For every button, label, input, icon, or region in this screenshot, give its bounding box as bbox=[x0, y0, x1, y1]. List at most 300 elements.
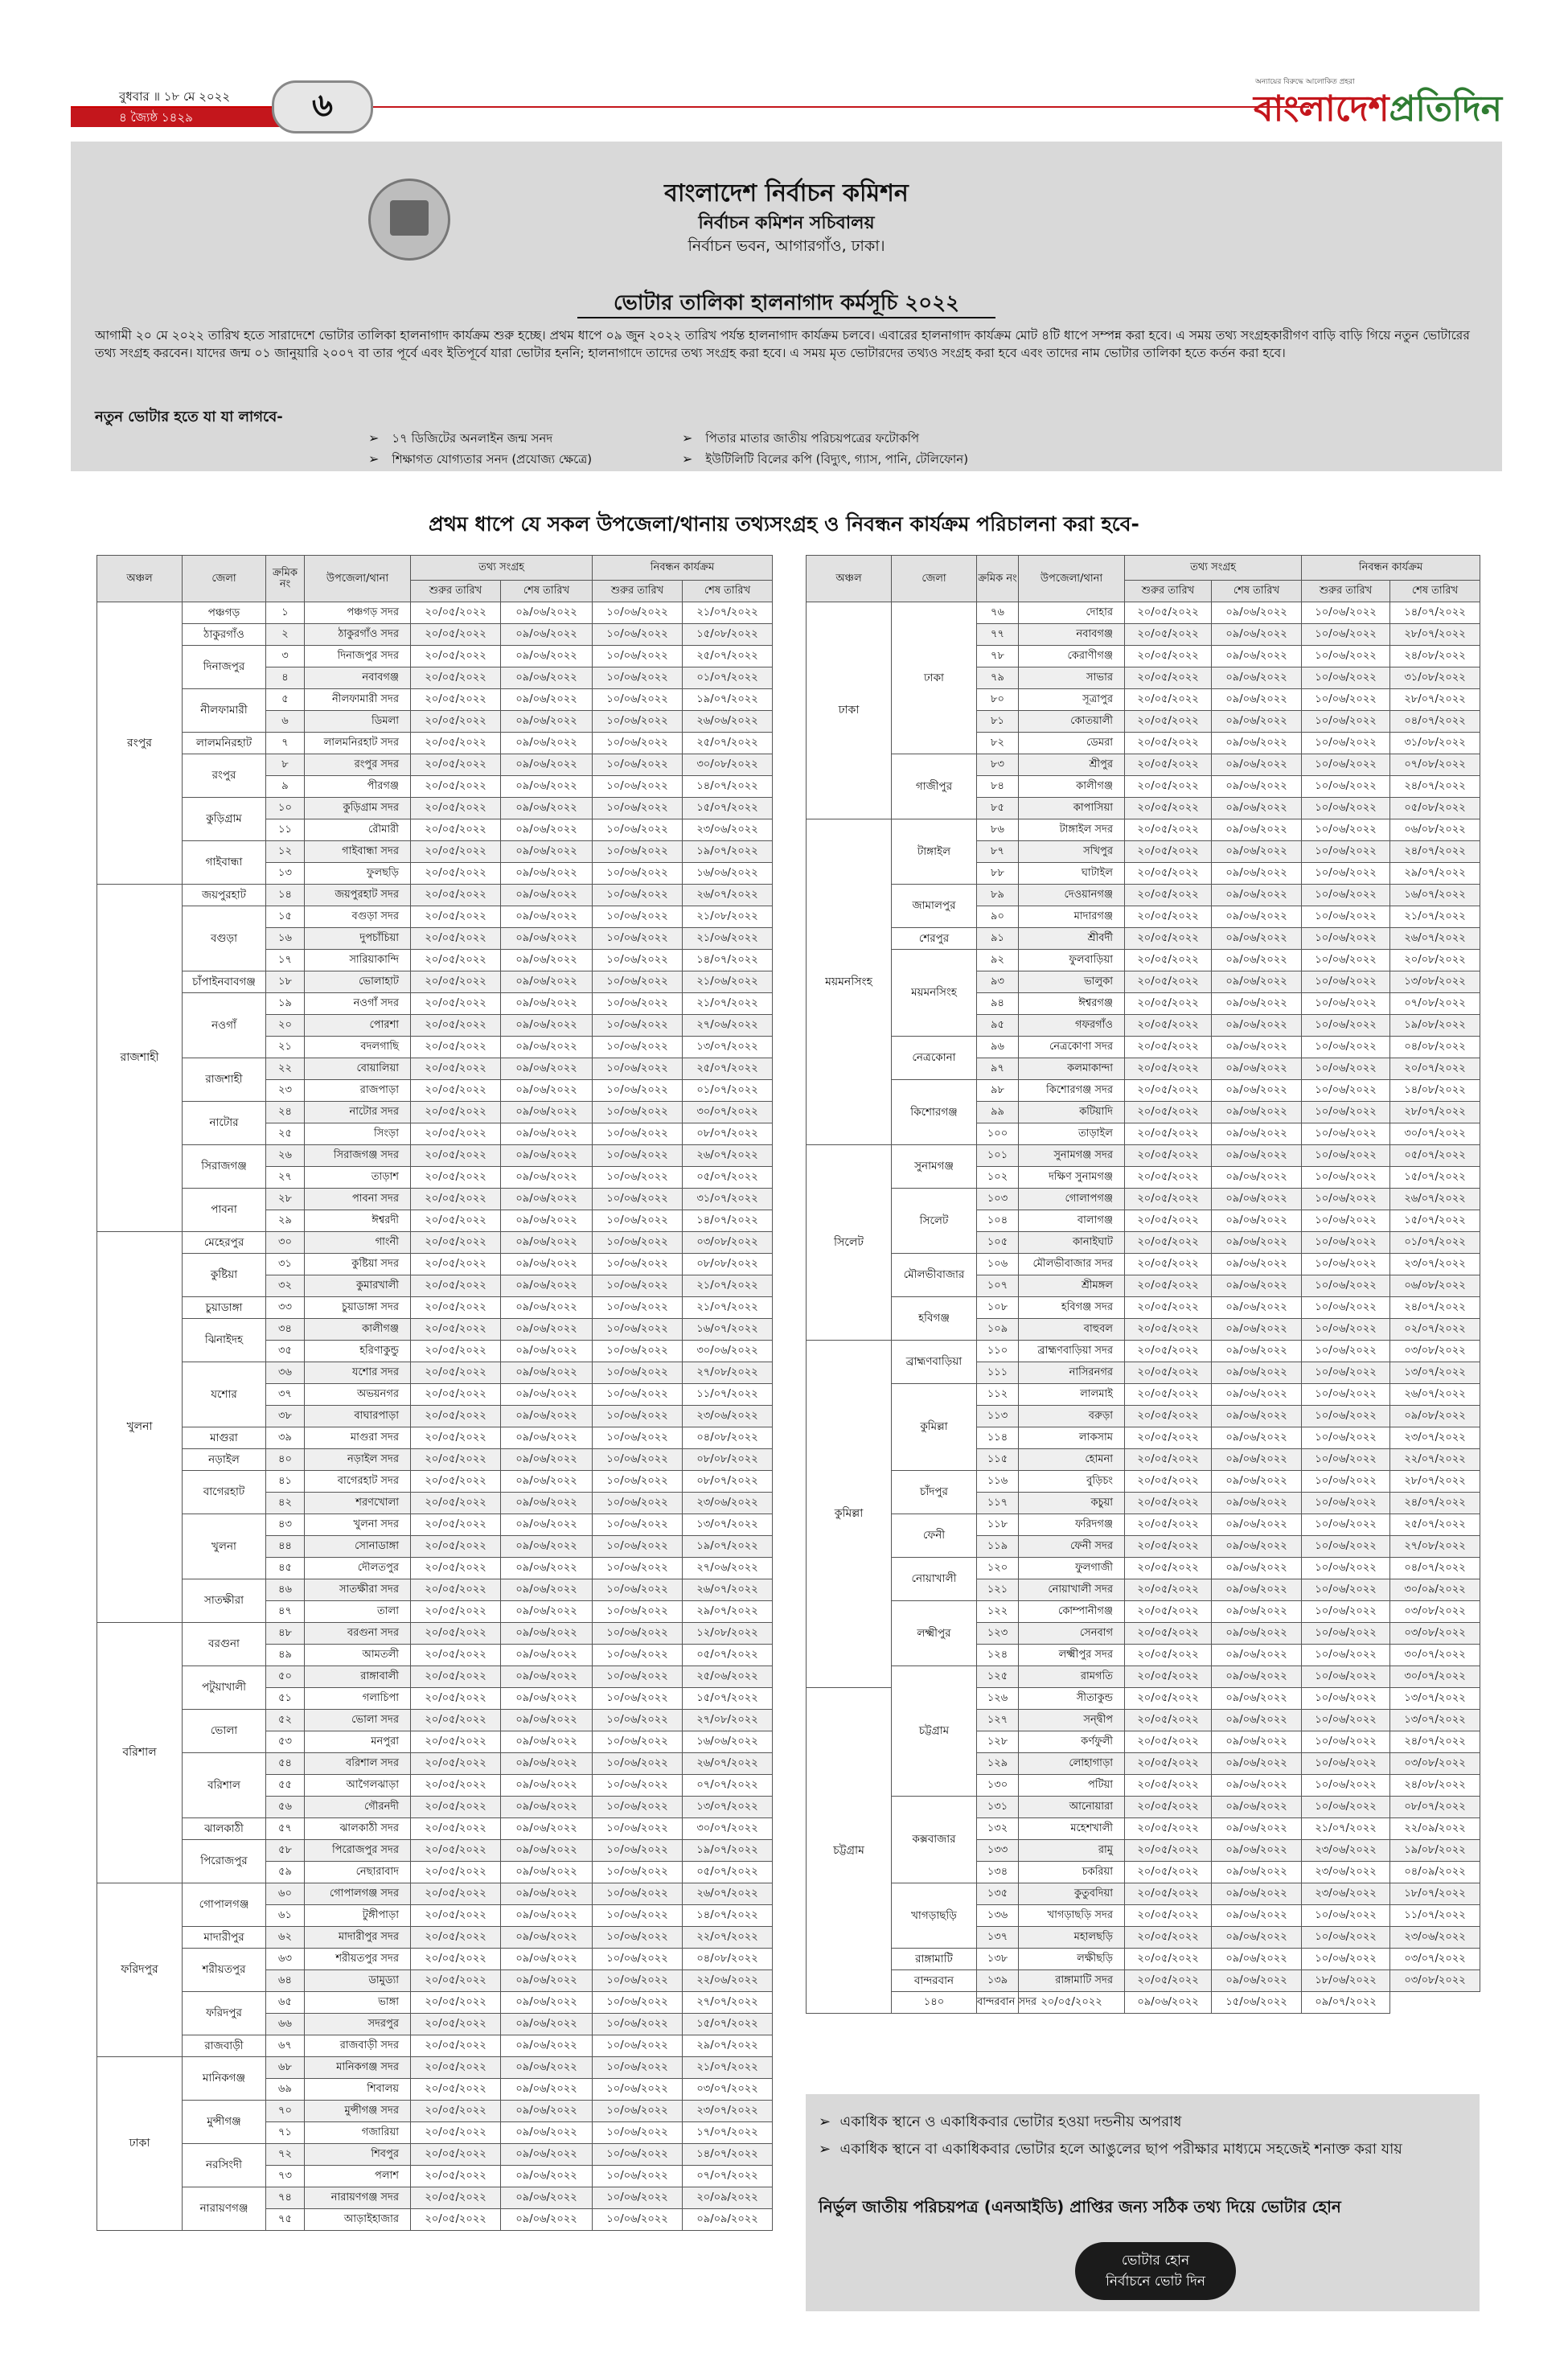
header-district: জেলা bbox=[183, 556, 266, 602]
region-cell: ফরিদপুর bbox=[97, 1883, 183, 2057]
collect-end-cell: ০৯/০৬/২০২২ bbox=[1212, 1579, 1302, 1601]
register-end-cell: ২৮/০৭/২০২২ bbox=[1390, 689, 1480, 711]
table-row bbox=[97, 1623, 773, 1645]
upazila-cell: হোমনা bbox=[1019, 1449, 1125, 1471]
upazila-cell: শিবপুর bbox=[305, 2144, 411, 2166]
table-row bbox=[97, 2187, 773, 2209]
upazila-cell: মৌলভীবাজার সদর bbox=[1019, 1254, 1125, 1275]
table-row bbox=[97, 2144, 773, 2166]
upazila-cell: তাড়াশ bbox=[305, 1167, 411, 1189]
collect-start-cell: ২০/০৫/২০২২ bbox=[411, 1601, 501, 1623]
collect-start-cell: ২০/০৫/২০২২ bbox=[411, 928, 501, 950]
serial-cell: ১৫ bbox=[266, 906, 305, 928]
collect-end-cell: ০৯/০৬/২০২২ bbox=[501, 646, 593, 667]
register-end-cell: ২৫/০৭/২০২২ bbox=[683, 1058, 773, 1080]
collect-start-cell: ২০/০৫/২০২২ bbox=[411, 1645, 501, 1666]
upazila-cell: নড়াইল সদর bbox=[305, 1449, 411, 1471]
upazila-cell: ফুলবাড়িয়া bbox=[1019, 950, 1125, 971]
collect-start-cell: ২০/০৫/২০২২ bbox=[1125, 602, 1212, 624]
serial-cell: ১ bbox=[266, 602, 305, 624]
serial-cell: ৭৯ bbox=[977, 667, 1019, 689]
register-start-cell: ১০/০৬/২০২২ bbox=[593, 1905, 683, 1927]
register-end-cell: ১৩/০৭/২০২২ bbox=[683, 1797, 773, 1818]
collect-start-cell: ২০/০৫/২০২২ bbox=[1125, 1949, 1212, 1970]
register-start-cell: ১০/০৬/২০২২ bbox=[593, 1015, 683, 1037]
collect-end-cell: ০৯/০৬/২০২২ bbox=[1212, 1275, 1302, 1297]
district-cell: রাঙ্গামাটি bbox=[892, 1949, 977, 1970]
upazila-cell: রামু bbox=[1019, 1840, 1125, 1862]
register-start-cell: ১০/০৬/২০২২ bbox=[593, 1601, 683, 1623]
serial-cell: ১১৩ bbox=[977, 1406, 1019, 1427]
upazila-cell: নেছারাবাদ bbox=[305, 1862, 411, 1883]
register-end-cell: ২১/০৮/২০২২ bbox=[683, 906, 773, 928]
table-row bbox=[97, 1102, 773, 1123]
register-end-cell: ১৫/০৭/২০২২ bbox=[1390, 1167, 1480, 1189]
register-start-cell: ১০/০৬/২০২২ bbox=[1302, 1297, 1390, 1319]
serial-cell: ৯১ bbox=[977, 928, 1019, 950]
register-end-cell: ০৩/০৮/২০২২ bbox=[1390, 1753, 1480, 1775]
district-cell: নেত্রকোনা bbox=[892, 1037, 977, 1080]
district-cell: কুষ্টিয়া bbox=[183, 1254, 266, 1297]
collect-end-cell: ০৯/০৬/২০২২ bbox=[1212, 1753, 1302, 1775]
collect-start-cell: ২০/০৫/২০২২ bbox=[411, 2144, 501, 2166]
register-end-cell: ২৩/০৬/২০২২ bbox=[683, 1406, 773, 1427]
serial-cell: ১৬ bbox=[266, 928, 305, 950]
register-end-cell: ২৪/০৭/২০২২ bbox=[1390, 1493, 1480, 1514]
upazila-cell: রাঙ্গাবালী bbox=[305, 1666, 411, 1688]
register-start-cell: ১০/০৬/২০২২ bbox=[1302, 667, 1390, 689]
vote-badge bbox=[1075, 2242, 1236, 2300]
collect-start-cell: ২০/০৫/২০২২ bbox=[411, 733, 501, 754]
serial-cell: ১১৮ bbox=[977, 1514, 1019, 1536]
serial-cell: ৫ bbox=[266, 689, 305, 711]
upazila-cell: নবাবগঞ্জ bbox=[305, 667, 411, 689]
upazila-cell: গোপালগঞ্জ সদর bbox=[305, 1883, 411, 1905]
collect-start-cell: ২০/০৫/২০২২ bbox=[411, 2035, 501, 2057]
register-start-cell: ১০/০৬/২০২২ bbox=[593, 2079, 683, 2101]
serial-cell: ৪৬ bbox=[266, 1579, 305, 1601]
collect-end-cell: ০৯/০৬/২০২২ bbox=[501, 1666, 593, 1688]
register-start-cell: ১০/০৬/২০২২ bbox=[1302, 624, 1390, 646]
serial-cell: ১০ bbox=[266, 798, 305, 819]
upazila-cell: ঈশ্বরগঞ্জ bbox=[1019, 993, 1125, 1015]
district-cell: ফরিদপুর bbox=[183, 1992, 266, 2035]
register-end-cell: ২২/০৯/২০২২ bbox=[1390, 1818, 1480, 1840]
serial-cell: ৮০ bbox=[977, 689, 1019, 711]
collect-end-cell: ০৯/০৬/২০২২ bbox=[1212, 1536, 1302, 1558]
serial-cell: ৭৫ bbox=[266, 2209, 305, 2231]
upazila-cell: পলাশ bbox=[305, 2166, 411, 2187]
district-cell: মেহেরপুর bbox=[183, 1232, 266, 1254]
register-end-cell: ১৫/০৭/২০২২ bbox=[683, 2014, 773, 2035]
register-end-cell: ০৩/০৮/২০২২ bbox=[1390, 1601, 1480, 1623]
table-row bbox=[807, 1949, 1480, 1970]
collect-start-cell: ২০/০৫/২০২২ bbox=[1125, 1905, 1212, 1927]
upazila-cell: তাড়াইল bbox=[1019, 1123, 1125, 1145]
district-cell: ময়মনসিংহ bbox=[892, 950, 977, 1037]
register-end-cell: ৩০/০৭/২০২২ bbox=[683, 1818, 773, 1840]
table-row bbox=[97, 754, 773, 776]
register-end-cell: ০৪/০৮/২০২২ bbox=[1390, 1037, 1480, 1058]
register-end-cell: ২৭/০৭/২০২২ bbox=[683, 1992, 773, 2014]
table-row bbox=[97, 646, 773, 667]
serial-cell: ১২ bbox=[266, 841, 305, 863]
register-start-cell: ১০/০৬/২০২২ bbox=[593, 798, 683, 819]
serial-cell: ৩ bbox=[266, 646, 305, 667]
collect-start-cell: ২০/০৫/২০২২ bbox=[1125, 1254, 1212, 1275]
collect-end-cell: ০৯/০৬/২০২২ bbox=[501, 1514, 593, 1536]
collect-end-cell: ০৯/০৬/২০২২ bbox=[501, 754, 593, 776]
register-start-cell: ১০/০৬/২০২২ bbox=[1302, 1037, 1390, 1058]
district-cell: পঞ্চগড় bbox=[183, 602, 266, 624]
serial-cell: ৪০ bbox=[266, 1449, 305, 1471]
collect-end-cell: ০৯/০৬/২০২২ bbox=[501, 2014, 593, 2035]
collect-start-cell: ২০/০৫/২০২২ bbox=[411, 1123, 501, 1145]
district-cell: কুমিল্লা bbox=[892, 1384, 977, 1471]
serial-cell: ১২৫ bbox=[977, 1666, 1019, 1688]
upazila-cell: গৌরনদী bbox=[305, 1797, 411, 1818]
register-start-cell: ১০/০৬/২০২২ bbox=[593, 2144, 683, 2166]
upazila-cell: রামগতি bbox=[1019, 1666, 1125, 1688]
masthead bbox=[71, 80, 1502, 137]
upazila-cell: মানিকগঞ্জ সদর bbox=[305, 2057, 411, 2079]
register-end-cell: ২৭/০৮/২০২২ bbox=[1390, 1536, 1480, 1558]
district-cell: হবিগঞ্জ bbox=[892, 1297, 977, 1341]
table-row bbox=[97, 1449, 773, 1471]
register-end-cell: ২৩/০৬/২০২২ bbox=[683, 1493, 773, 1514]
register-end-cell: ২৪/০৭/২০২২ bbox=[1390, 841, 1480, 863]
district-cell: নড়াইল bbox=[183, 1449, 266, 1471]
collect-end-cell: ০৯/০৬/২০২২ bbox=[1212, 1970, 1302, 1992]
schedule-table-left bbox=[96, 555, 773, 2231]
collect-end-cell: ০৯/০৬/২০২২ bbox=[501, 1015, 593, 1037]
register-end-cell: ২৭/০৬/২০২২ bbox=[683, 1558, 773, 1579]
register-end-cell: ২০/০৮/২০২২ bbox=[1390, 950, 1480, 971]
collect-start-cell: ২০/০৫/২০২২ bbox=[1125, 689, 1212, 711]
upazila-cell: ডিমলা bbox=[305, 711, 411, 733]
collect-start-cell: ২০/০৫/২০২২ bbox=[1125, 1232, 1212, 1254]
header-collect-end: শেষ তারিখ bbox=[1212, 581, 1302, 602]
collect-end-cell: ০৯/০৬/২০২২ bbox=[501, 2166, 593, 2187]
register-end-cell: ২৮/০৭/২০২২ bbox=[1390, 1102, 1480, 1123]
district-cell: শেরপুর bbox=[892, 928, 977, 950]
register-end-cell: ১৩/০৭/২০২২ bbox=[1390, 1362, 1480, 1384]
collect-start-cell: ২০/০৫/২০২২ bbox=[411, 1145, 501, 1167]
serial-cell: ৬১ bbox=[266, 1905, 305, 1927]
upazila-cell: ফুলছড়ি bbox=[305, 863, 411, 885]
upazila-cell: কালীগঞ্জ bbox=[1019, 776, 1125, 798]
district-cell: মাদারীপুর bbox=[183, 1927, 266, 1949]
register-start-cell: ১০/০৬/২০২২ bbox=[593, 1558, 683, 1579]
table-row bbox=[97, 2057, 773, 2079]
register-end-cell: ১৫/০৭/২০২২ bbox=[1390, 1210, 1480, 1232]
collect-start-cell: ২০/০৫/২০২২ bbox=[411, 1905, 501, 1927]
collect-start-cell: ২০/০৫/২০২২ bbox=[1125, 1319, 1212, 1341]
register-start-cell: ১০/০৬/২০২২ bbox=[593, 1666, 683, 1688]
collect-end-cell: ০৯/০৬/২০২২ bbox=[501, 776, 593, 798]
district-cell: জয়পুরহাট bbox=[183, 885, 266, 906]
serial-cell: ১৩১ bbox=[977, 1797, 1019, 1818]
table-row bbox=[807, 1384, 1480, 1406]
register-end-cell: ২৬/০৬/২০২২ bbox=[683, 711, 773, 733]
collect-start-cell: ২০/০৫/২০২২ bbox=[411, 1666, 501, 1688]
collect-end-cell: ০৯/০৬/২০২২ bbox=[501, 1319, 593, 1341]
collect-end-cell: ০৯/০৬/২০২২ bbox=[501, 1427, 593, 1449]
upazila-cell: ভাঙ্গা bbox=[305, 1992, 411, 2014]
upazila-cell: রৌমারী bbox=[305, 819, 411, 841]
collect-start-cell: ২০/০৫/২০২২ bbox=[411, 1775, 501, 1797]
district-cell: পিরোজপুর bbox=[183, 1840, 266, 1883]
register-start-cell: ১০/০৬/২০২২ bbox=[593, 667, 683, 689]
upazila-cell: গলাচিপা bbox=[305, 1688, 411, 1710]
collect-end-cell: ০৯/০৬/২০২২ bbox=[501, 1536, 593, 1558]
district-cell: লক্ষ্মীপুর bbox=[892, 1601, 977, 1666]
upazila-cell: বরুড়া bbox=[1019, 1406, 1125, 1427]
collect-start-cell: ২০/০৫/২০২২ bbox=[411, 1992, 501, 2014]
collect-start-cell: ২০/০৫/২০২২ bbox=[411, 2209, 501, 2231]
register-end-cell: ০৩/০৮/২০২২ bbox=[683, 1232, 773, 1254]
upazila-cell: সন্দ্বীপ bbox=[1019, 1710, 1125, 1731]
table-row bbox=[807, 928, 1480, 950]
serial-cell: ২৬ bbox=[266, 1145, 305, 1167]
register-end-cell: ০১/০৭/২০২২ bbox=[1390, 1232, 1480, 1254]
collect-start-cell: ২০/০৫/২০২২ bbox=[411, 863, 501, 885]
collect-start-cell: ২০/০৫/২০২২ bbox=[1125, 971, 1212, 993]
serial-cell: ৫৯ bbox=[266, 1862, 305, 1883]
region-cell: বরিশাল bbox=[97, 1623, 183, 1883]
register-start-cell: ১০/০৬/২০২২ bbox=[593, 1471, 683, 1493]
register-start-cell: ১০/০৬/২০২২ bbox=[1302, 1710, 1390, 1731]
collect-start-cell: ২০/০৫/২০২২ bbox=[411, 1406, 501, 1427]
upazila-cell: পীরগঞ্জ bbox=[305, 776, 411, 798]
upazila-cell: সীতাকুন্ড bbox=[1019, 1688, 1125, 1710]
register-end-cell: ২৯/০৭/২০২২ bbox=[683, 2035, 773, 2057]
register-start-cell: ১০/০৬/২০২২ bbox=[593, 1645, 683, 1666]
collect-start-cell: ২০/০৫/২০২২ bbox=[411, 1297, 501, 1319]
register-end-cell: ২৪/০৮/২০২২ bbox=[1390, 1775, 1480, 1797]
register-start-cell: ১০/০৬/২০২২ bbox=[593, 1384, 683, 1406]
district-cell: লালমনিরহাট bbox=[183, 733, 266, 754]
register-start-cell: ১০/০৬/২০২২ bbox=[1302, 1427, 1390, 1449]
upazila-cell: লালমনিরহাট সদর bbox=[305, 733, 411, 754]
serial-cell: ৭২ bbox=[266, 2144, 305, 2166]
register-start-cell: ১০/০৬/২০২২ bbox=[593, 646, 683, 667]
serial-cell: ৬ bbox=[266, 711, 305, 733]
register-start-cell: ১০/০৬/২০২২ bbox=[1302, 971, 1390, 993]
collect-end-cell: ০৯/০৬/২০২২ bbox=[1212, 1362, 1302, 1384]
register-start-cell: ১০/০৬/২০২২ bbox=[1302, 1645, 1390, 1666]
collect-end-cell: ০৯/০৬/২০২২ bbox=[501, 2209, 593, 2231]
table-row bbox=[97, 1883, 773, 1905]
serial-cell: ৫৮ bbox=[266, 1840, 305, 1862]
warning-line: ➢ একাধিক স্থানে বা একাধিকবার ভোটার হলে আঙুলের ছাপ পরীক্ষার মাধ্যমে সহজেই শনাক্ত করা যায় bbox=[819, 2141, 1402, 2158]
register-end-cell: ১৯/০৮/২০২২ bbox=[1390, 1015, 1480, 1037]
collect-start-cell: ২০/০৫/২০২২ bbox=[411, 2014, 501, 2035]
serial-cell: ২২ bbox=[266, 1058, 305, 1080]
schedule-table-right bbox=[806, 555, 1480, 2014]
header-serial: ক্রমিক নং bbox=[977, 556, 1019, 602]
collect-end-cell: ০৯/০৬/২০২২ bbox=[501, 1145, 593, 1167]
serial-cell: ৩৬ bbox=[266, 1362, 305, 1384]
serial-cell: ১১১ bbox=[977, 1362, 1019, 1384]
serial-cell: ৪৭ bbox=[266, 1601, 305, 1623]
serial-cell: ১২৯ bbox=[977, 1753, 1019, 1775]
upazila-cell: নোয়াখালী সদর bbox=[1019, 1579, 1125, 1601]
collect-start-cell: ২০/০৫/২০২২ bbox=[411, 1970, 501, 1992]
district-cell: গাইবান্ধা bbox=[183, 841, 266, 885]
collect-start-cell: ২০/০৫/২০২২ bbox=[1125, 1167, 1212, 1189]
collect-start-cell: ২০/০৫/২০২২ bbox=[1125, 1536, 1212, 1558]
header-upazila: উপজেলা/থানা bbox=[1019, 556, 1125, 602]
collect-start-cell: ২০/০৫/২০২২ bbox=[1125, 754, 1212, 776]
serial-cell: ৩৩ bbox=[266, 1297, 305, 1319]
collect-end-cell: ০৯/০৬/২০২২ bbox=[1212, 1145, 1302, 1167]
collect-start-cell: ২০/০৫/২০২২ bbox=[1125, 1883, 1212, 1905]
collect-start-cell: ২০/০৫/২০২২ bbox=[1125, 1102, 1212, 1123]
upazila-cell: সিরাজগঞ্জ সদর bbox=[305, 1145, 411, 1167]
collect-end-cell: ০৯/০৬/২০২২ bbox=[1212, 819, 1302, 841]
upazila-cell: বালাগঞ্জ bbox=[1019, 1210, 1125, 1232]
table-row bbox=[807, 1601, 1480, 1623]
register-end-cell: ০৫/০৭/২০২২ bbox=[683, 1167, 773, 1189]
collect-start-cell: ২০/০৫/২০২২ bbox=[1125, 776, 1212, 798]
table-row bbox=[807, 1254, 1480, 1275]
register-end-cell: ৩১/০৮/২০২২ bbox=[1390, 667, 1480, 689]
collect-end-cell: ০৯/০৬/২০২২ bbox=[1212, 1601, 1302, 1623]
collect-start-cell: ২০/০৫/২০২২ bbox=[411, 1427, 501, 1449]
register-end-cell: ২৫/০৭/২০২২ bbox=[1390, 1514, 1480, 1536]
collect-end-cell: ০৯/০৬/২০২২ bbox=[501, 1275, 593, 1297]
table-row bbox=[807, 1145, 1480, 1167]
upazila-cell: নবাবগঞ্জ bbox=[1019, 624, 1125, 646]
collect-end-cell: ০৯/০৬/২০২২ bbox=[1212, 1297, 1302, 1319]
table-row bbox=[97, 2101, 773, 2122]
collect-end-cell: ০৯/০৬/২০২২ bbox=[1212, 1623, 1302, 1645]
upazila-cell: গাইবান্ধা সদর bbox=[305, 841, 411, 863]
collect-start-cell: ২০/০৫/২০২২ bbox=[411, 1189, 501, 1210]
upazila-cell: পোরশা bbox=[305, 1015, 411, 1037]
upazila-cell: কোম্পানীগঞ্জ bbox=[1019, 1601, 1125, 1623]
register-end-cell: ১৩/০৮/২০২২ bbox=[1390, 971, 1480, 993]
upazila-cell: নারায়ণগঞ্জ সদর bbox=[305, 2187, 411, 2209]
register-end-cell: ৩০/০৭/২০২২ bbox=[683, 1102, 773, 1123]
register-start-cell: ২৩/০৬/২০২২ bbox=[1302, 1883, 1390, 1905]
register-end-cell: ১৩/০৭/২০২২ bbox=[1390, 1710, 1480, 1731]
upazila-cell: শ্রীবর্দী bbox=[1019, 928, 1125, 950]
district-cell: ব্রাহ্মণবাড়িয়া bbox=[892, 1341, 977, 1384]
register-end-cell: ২২/০৭/২০২২ bbox=[1390, 1449, 1480, 1471]
region-cell: ঢাকা bbox=[97, 2057, 183, 2231]
collect-start-cell: ২০/০৫/২০২২ bbox=[411, 906, 501, 928]
collect-start-cell: ২০/০৫/২০২২ bbox=[1125, 1058, 1212, 1080]
register-start-cell: ১০/০৬/২০২২ bbox=[593, 1840, 683, 1862]
register-start-cell: ১০/০৬/২০২২ bbox=[1302, 776, 1390, 798]
serial-cell: ৬৯ bbox=[266, 2079, 305, 2101]
collect-start-cell: ২০/০৫/২০২২ bbox=[411, 1579, 501, 1601]
register-start-cell: ১০/০৬/২০২২ bbox=[593, 1297, 683, 1319]
table-row bbox=[97, 2035, 773, 2057]
register-end-cell: ২১/০৭/২০২২ bbox=[683, 1275, 773, 1297]
register-start-cell: ১০/০৬/২০২২ bbox=[593, 711, 683, 733]
serial-cell: ১০২ bbox=[977, 1167, 1019, 1189]
upazila-cell: খাগড়াছড়ি সদর bbox=[1019, 1905, 1125, 1927]
register-end-cell: ১৬/০৬/২০২২ bbox=[683, 863, 773, 885]
register-start-cell: ১০/০৬/২০২২ bbox=[1302, 1536, 1390, 1558]
serial-cell: ৩২ bbox=[266, 1275, 305, 1297]
register-start-cell: ১০/০৬/২০২২ bbox=[1302, 906, 1390, 928]
register-end-cell: ২৭/০৮/২০২২ bbox=[683, 1710, 773, 1731]
table-row bbox=[97, 1189, 773, 1210]
register-start-cell: ১০/০৬/২০২২ bbox=[593, 1753, 683, 1775]
bangla-date: ৪ জ্যৈষ্ঠ ১৪২৯ bbox=[71, 108, 280, 127]
collect-start-cell: ২০/০৫/২০২২ bbox=[411, 950, 501, 971]
register-end-cell: ০৪/০৮/২০২২ bbox=[683, 1427, 773, 1449]
collect-end-cell: ০৯/০৬/২০২২ bbox=[501, 1905, 593, 1927]
register-start-cell: ১০/০৬/২০২২ bbox=[593, 1710, 683, 1731]
register-start-cell: ১০/০৬/২০২২ bbox=[1302, 1384, 1390, 1406]
register-end-cell: ২৪/০৭/২০২২ bbox=[1390, 776, 1480, 798]
register-start-cell: ১০/০৬/২০২২ bbox=[1302, 1232, 1390, 1254]
register-start-cell: ১০/০৬/২০২২ bbox=[1302, 711, 1390, 733]
register-start-cell: ১০/০৬/২০২২ bbox=[593, 1232, 683, 1254]
upazila-cell: শিবালয় bbox=[305, 2079, 411, 2101]
collect-start-cell: ২০/০৫/২০২২ bbox=[411, 624, 501, 646]
register-end-cell: ২৭/০৬/২০২২ bbox=[683, 1015, 773, 1037]
register-end-cell: ২৫/০৭/২০২২ bbox=[683, 646, 773, 667]
region-cell: রংপুর bbox=[97, 602, 183, 885]
collect-end-cell: ০৯/০৬/২০২২ bbox=[501, 1406, 593, 1427]
register-end-cell: ২৬/০৭/২০২২ bbox=[683, 1579, 773, 1601]
table-row bbox=[807, 819, 1480, 841]
serial-cell: ৫১ bbox=[266, 1688, 305, 1710]
upazila-cell: বুড়িচং bbox=[1019, 1471, 1125, 1493]
register-start-cell: ১০/০৬/২০২২ bbox=[1302, 1319, 1390, 1341]
table-row bbox=[807, 1037, 1480, 1058]
serial-cell: ৮৪ bbox=[977, 776, 1019, 798]
collect-end-cell: ০৯/০৬/২০২২ bbox=[1212, 1102, 1302, 1123]
district-cell: বান্দরবান bbox=[892, 1970, 977, 1992]
collect-end-cell: ০৯/০৬/২০২২ bbox=[501, 1731, 593, 1753]
register-start-cell: ১০/০৬/২০২২ bbox=[1302, 1167, 1390, 1189]
serial-cell: ৫৬ bbox=[266, 1797, 305, 1818]
upazila-cell: বান্দরবান সদর bbox=[977, 1992, 1019, 2014]
upazila-cell: খুলনা সদর bbox=[305, 1514, 411, 1536]
register-start-cell: ১০/০৬/২০২২ bbox=[593, 841, 683, 863]
register-start-cell: ১০/০৬/২০২২ bbox=[593, 2014, 683, 2035]
collect-start-cell: ২০/০৫/২০২২ bbox=[1125, 1927, 1212, 1949]
header-serial: ক্রমিক নং bbox=[266, 556, 305, 602]
table-row bbox=[97, 1319, 773, 1341]
collect-end-cell: ০৯/০৬/২০২২ bbox=[501, 1493, 593, 1514]
district-cell: ঝালকাঠী bbox=[183, 1818, 266, 1840]
district-cell: সাতক্ষীরা bbox=[183, 1579, 266, 1623]
register-start-cell: ১০/০৬/২০২২ bbox=[593, 2057, 683, 2079]
serial-cell: ১৩২ bbox=[977, 1818, 1019, 1840]
table-row bbox=[97, 1254, 773, 1275]
collect-start-cell: ২০/০৫/২০২২ bbox=[411, 1493, 501, 1514]
serial-cell: ৫০ bbox=[266, 1666, 305, 1688]
collect-end-cell: ০৯/০৬/২০২২ bbox=[501, 2035, 593, 2057]
register-start-cell: ১০/০৬/২০২২ bbox=[593, 1145, 683, 1167]
serial-cell: ৭ bbox=[266, 733, 305, 754]
upazila-cell: রাজপাড়া bbox=[305, 1080, 411, 1102]
region-cell: সিলেট bbox=[807, 1145, 892, 1341]
register-start-cell: ১০/০৬/২০২২ bbox=[593, 1449, 683, 1471]
register-start-cell: ১০/০৬/২০২২ bbox=[593, 1536, 683, 1558]
district-cell: ফেনী bbox=[892, 1514, 977, 1558]
register-start-cell: ১০/০৬/২০২২ bbox=[1302, 1797, 1390, 1818]
register-start-cell: ১০/০৬/২০২২ bbox=[1302, 993, 1390, 1015]
